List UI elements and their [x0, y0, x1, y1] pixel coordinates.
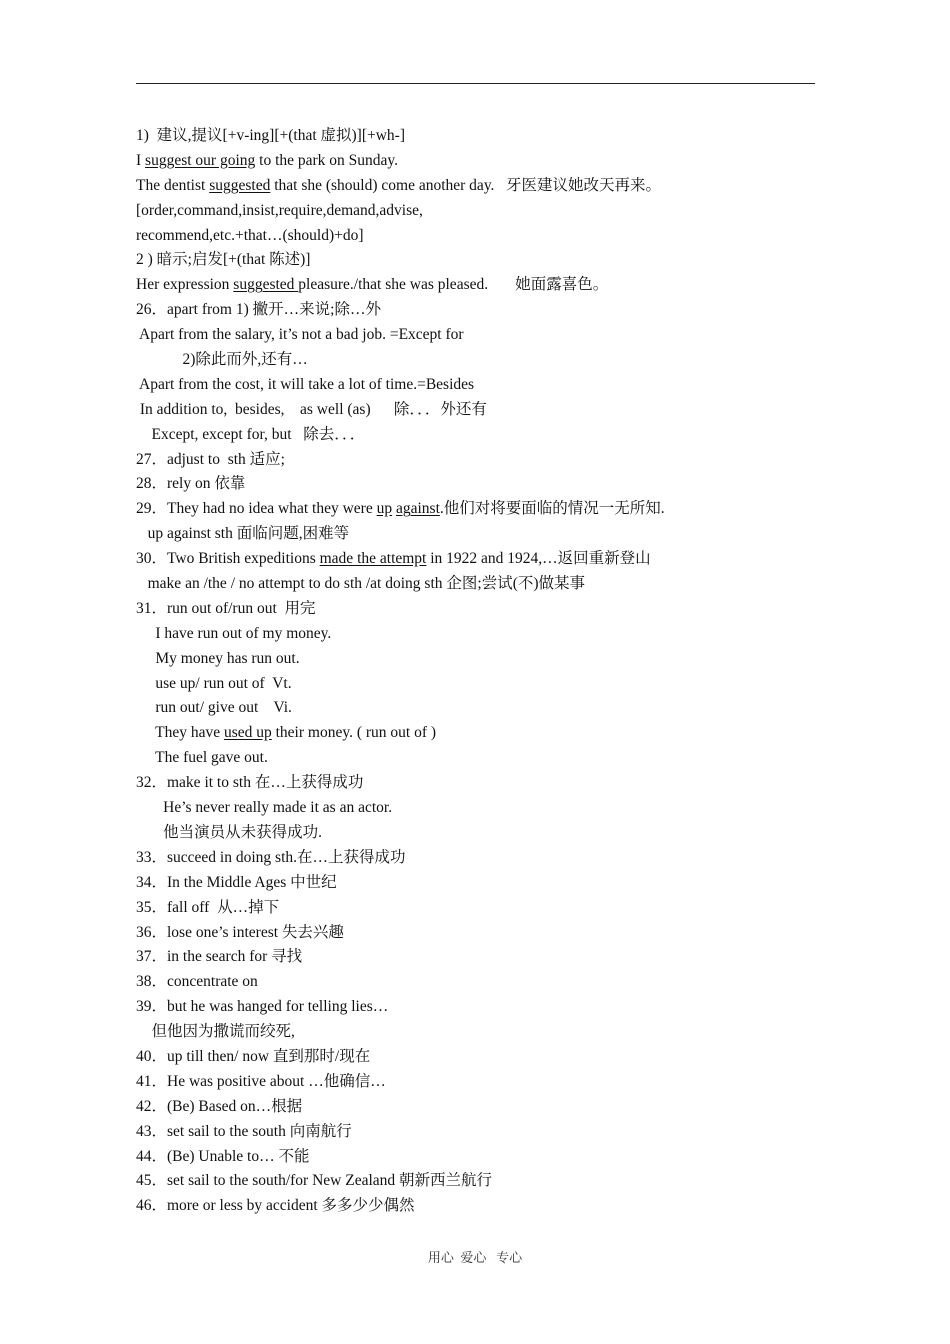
text-line: [136, 323, 816, 348]
text-line: [136, 796, 816, 821]
text-line: [136, 970, 816, 995]
text-line: [136, 1020, 816, 1045]
text-run: 43．set sail to the south 向南航行: [136, 1122, 352, 1140]
text-run: [order,command,insist,require,demand,advise,: [136, 201, 423, 219]
text-line: [136, 423, 816, 448]
text-run: 26．apart from 1) 撇开…来说;除…外: [136, 301, 381, 319]
header-rule: [136, 83, 815, 84]
text-line: [136, 622, 816, 647]
text-line: [136, 547, 816, 572]
text-run: I: [136, 151, 146, 169]
underlined-text: made the attempt: [319, 550, 427, 568]
text-run: 1) 建议,提议[+v-ing][+(that 虚拟)][+wh-]: [136, 127, 405, 144]
text-line: [136, 472, 816, 497]
text-run: 33．succeed in doing sth.在…上获得成功: [136, 848, 406, 866]
text-line: [136, 1095, 816, 1120]
text-line: [136, 896, 816, 921]
text-run: 28．rely on 依靠: [136, 475, 246, 493]
text-run: their money. ( run out of ): [271, 724, 437, 742]
underlined-text: used up: [223, 724, 272, 742]
text-line: [136, 1045, 816, 1070]
text-line: [136, 746, 816, 771]
text-run: 30．Two British expeditions: [136, 550, 320, 568]
text-run: My money has run out.: [136, 649, 300, 667]
document-body: [136, 124, 816, 1219]
text-run: 34．In the Middle Ages 中世纪: [136, 873, 337, 891]
text-line: [136, 298, 816, 323]
text-run: 36．lose one’s interest 失去兴趣: [136, 923, 344, 941]
page-footer: 用心 爱心 专心: [427, 1250, 523, 1265]
text-run: 35．fall off 从…掉下: [136, 898, 280, 916]
text-line: [136, 1145, 816, 1170]
text-run: in 1922 and 1924,…返回重新登山: [426, 550, 651, 568]
text-run: 40．up till then/ now 直到那时/现在: [136, 1047, 371, 1065]
text-run: 39．but he was hanged for telling lies…: [136, 998, 389, 1016]
text-line: [136, 945, 816, 970]
underlined-text: suggested: [233, 276, 299, 294]
text-line: [136, 672, 816, 697]
text-run: Her expression: [136, 276, 234, 294]
text-run: 但他因为撒谎而绞死,: [136, 1023, 295, 1041]
text-run: Except, except for, but 除去．．．: [136, 425, 366, 443]
text-line: [136, 1120, 816, 1145]
text-line: [136, 174, 816, 199]
text-line: [136, 149, 816, 174]
text-line: [136, 696, 816, 721]
text-line: [136, 273, 816, 298]
text-run: I have run out of my money.: [136, 624, 332, 642]
text-run: 31．run out of/run out 用完: [136, 599, 316, 617]
underlined-text: up: [376, 500, 393, 518]
text-run: 2 ) 暗示;启发[+(that 陈述)]: [136, 251, 311, 269]
text-line: [136, 224, 816, 249]
text-run: 45．set sail to the south/for New Zealand 朝新西兰航行: [136, 1172, 493, 1190]
text-run: 38．concentrate on: [136, 973, 258, 991]
text-line: [136, 821, 816, 846]
text-line: [136, 721, 816, 746]
text-run: 41．He was positive about …他确信…: [136, 1072, 386, 1090]
text-run: make an /the / no attempt to do sth /at doing sth 企图;尝试(不)做某事: [136, 575, 586, 593]
text-run: 32．make it to sth 在…上获得成功: [136, 774, 364, 792]
text-run: 他当演员从未获得成功.: [136, 823, 323, 841]
text-run: to the park on Sunday.: [255, 151, 399, 169]
text-line: [136, 921, 816, 946]
text-line: [136, 522, 816, 547]
text-line: [136, 348, 816, 373]
underlined-text: against: [395, 500, 440, 518]
text-line: [136, 771, 816, 796]
text-run: recommend,etc.+that…(should)+do]: [136, 226, 364, 244]
text-run: use up/ run out of Vt.: [136, 674, 292, 692]
text-line: [136, 248, 816, 273]
text-line: [136, 647, 816, 672]
text-run: 2)除此而外,还有…: [136, 351, 308, 369]
underlined-text: suggested: [209, 176, 271, 194]
text-run: Apart from the cost, it will take a lot of time.=Besides: [136, 375, 475, 393]
text-run: They have: [136, 724, 224, 742]
text-line: [136, 1194, 816, 1219]
text-run: .他们对将要面临的情况一无所知.: [439, 500, 665, 518]
text-line: [136, 597, 816, 622]
text-run: The dentist: [136, 176, 210, 194]
text-line: [136, 448, 816, 473]
text-line: [136, 373, 816, 398]
text-run: that she (should) come another day. 牙医建议她改天再来。: [270, 176, 662, 194]
text-line: [136, 1169, 816, 1194]
text-run: Apart from the salary, it’s not a bad job. =Except for: [136, 326, 464, 344]
text-run: 44．(Be) Unable to… 不能: [136, 1147, 310, 1165]
underlined-text: suggest our going: [145, 151, 256, 169]
text-run: 27．adjust to sth 适应;: [136, 450, 285, 468]
text-line: [136, 199, 816, 224]
text-run: In addition to, besides, as well (as) 除．．．外还有: [136, 400, 487, 418]
text-line: [136, 846, 816, 871]
text-run: 42．(Be) Based on…根据: [136, 1097, 303, 1115]
text-line: [136, 1070, 816, 1095]
text-line: [136, 398, 816, 423]
text-line: [136, 871, 816, 896]
text-run: up against sth 面临问题,困难等: [136, 525, 350, 543]
text-run: 46．more or less by accident 多多少少偶然: [136, 1197, 415, 1215]
text-run: run out/ give out Vi.: [136, 699, 292, 717]
text-run: pleasure./that she was pleased. 她面露喜色。: [298, 276, 609, 294]
text-run: 29．They had no idea what they were: [136, 500, 377, 518]
text-run: He’s never really made it as an actor.: [136, 799, 393, 817]
text-line: [136, 497, 816, 522]
text-run: The fuel gave out.: [136, 749, 268, 767]
text-line: [136, 124, 816, 149]
text-run: 37．in the search for 寻找: [136, 948, 303, 966]
text-line: [136, 572, 816, 597]
text-line: [136, 995, 816, 1020]
